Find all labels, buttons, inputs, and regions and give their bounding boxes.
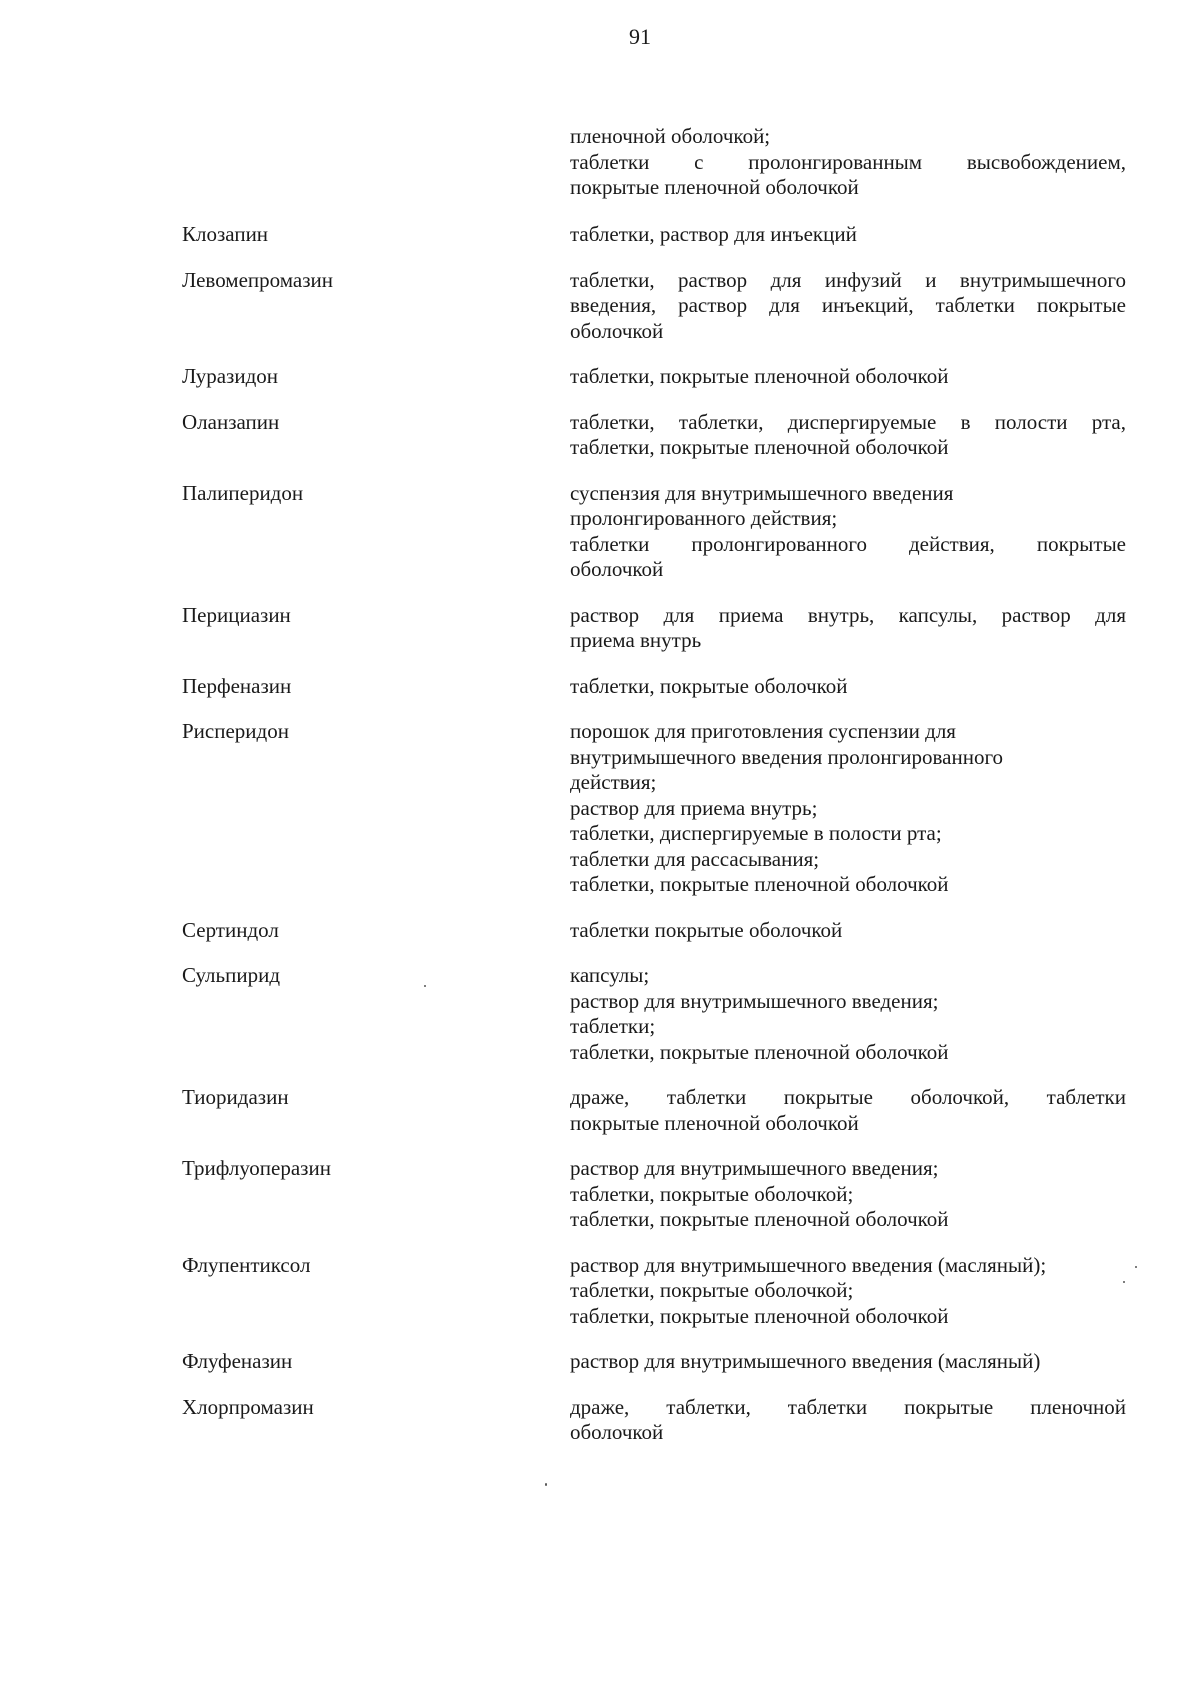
dosage-forms — [570, 364, 1126, 390]
dosage-form-line: таблетки с пролонгированным высвобождением, — [570, 149, 1126, 174]
dosage-form-line: таблетки, покрытые пленочной оболочкой — [570, 1039, 949, 1064]
drug-entry — [0, 1349, 1200, 1375]
dosage-form-line: раствор для приема внутрь; — [570, 795, 818, 820]
dosage-form-line: раствор для внутримышечного введения; — [570, 1156, 939, 1180]
page-number: 91 — [629, 24, 651, 49]
dosage-form-line: таблетки покрытые оболочкой — [570, 917, 843, 942]
dosage-forms — [570, 1349, 1126, 1375]
dosage-forms — [570, 222, 1126, 248]
dosage-form-line: раствор для внутримышечного введения; — [570, 988, 939, 1013]
drug-name: Трифлуоперазин — [182, 1156, 331, 1180]
dosage-form-line: покрытые пленочной оболочкой — [570, 1110, 859, 1135]
dosage-forms — [570, 268, 1126, 345]
dosage-form-line: порошок для приготовления суспензии для — [570, 719, 956, 743]
dosage-form-line: внутримышечного введения пролонгированного — [570, 744, 1004, 769]
drug-name: Хлорпромазин — [182, 1394, 314, 1419]
dosage-form-line: суспензия для внутримышечного введения — [570, 480, 954, 505]
dosage-form-line: таблетки, раствор для инъекций — [570, 222, 857, 246]
drug-name: Сертиндол — [182, 917, 279, 942]
drug-entry — [0, 364, 1200, 390]
dosage-form-line: приема внутрь — [570, 628, 702, 652]
drug-name: Перициазин — [182, 602, 291, 627]
dosage-form-line: таблетки, таблетки, диспергируемые в полости рта, — [570, 409, 1126, 434]
drug-name: Палиперидон — [182, 480, 304, 505]
scan-speck — [1135, 1266, 1137, 1268]
dosage-forms — [570, 1085, 1126, 1136]
dosage-forms — [570, 918, 1126, 944]
dosage-form-line: таблетки, покрытые пленочной оболочкой — [570, 435, 949, 459]
dosage-form-line: таблетки; — [570, 1014, 656, 1038]
scan-speck — [424, 985, 426, 987]
dosage-form-line: таблетки пролонгированного действия, покрытые — [570, 531, 1126, 556]
dosage-form-line: таблетки, диспергируемые в полости рта; — [570, 821, 942, 845]
dosage-form-line: раствор для приема внутрь, капсулы, раствор для — [570, 602, 1126, 627]
dosage-forms — [570, 1395, 1126, 1446]
dosage-forms — [570, 674, 1126, 700]
drug-entry — [0, 1156, 1200, 1233]
drug-entry — [0, 1395, 1200, 1446]
continued-dosage-forms — [570, 124, 1126, 201]
dosage-form-line: драже, таблетки, таблетки покрытые пленочной — [570, 1394, 1126, 1419]
drug-name: Луразидон — [182, 364, 278, 388]
drug-entry — [0, 1085, 1200, 1136]
dosage-form-line: покрытые пленочной оболочкой — [570, 175, 859, 199]
dosage-form-line: таблетки, покрытые пленочной оболочкой — [570, 1303, 949, 1328]
drug-entry — [0, 410, 1200, 461]
scan-speck — [545, 1483, 547, 1486]
dosage-form-line: раствор для внутримышечного введения (масляный) — [570, 1349, 1041, 1373]
drug-name: Оланзапин — [182, 409, 280, 434]
dosage-form-line: таблетки для рассасывания; — [570, 846, 820, 871]
dosage-form-line: оболочкой — [570, 1420, 664, 1444]
dosage-form-line: пленочной оболочкой; — [570, 124, 771, 148]
dosage-form-line: раствор для внутримышечного введения (масляный); — [570, 1252, 1047, 1277]
drug-entry — [0, 918, 1200, 944]
dosage-form-line: таблетки, покрытые пленочной оболочкой — [570, 1207, 949, 1231]
drug-entry — [0, 603, 1200, 654]
dosage-forms — [570, 963, 1126, 1065]
dosage-form-line: таблетки, покрытые оболочкой; — [570, 1181, 854, 1206]
dosage-form-line: капсулы; — [570, 963, 650, 987]
dosage-form-line: таблетки, покрытые оболочкой; — [570, 1278, 854, 1302]
drug-entry — [0, 1253, 1200, 1330]
dosage-forms — [570, 1253, 1126, 1330]
drug-name: Флуфеназин — [182, 1349, 293, 1373]
drug-name: Левомепромазин — [182, 267, 333, 292]
drug-entry — [0, 268, 1200, 345]
drug-entry — [0, 963, 1200, 1065]
dosage-form-line: таблетки, раствор для инфузий и внутримышечного — [570, 267, 1126, 292]
dosage-form-line: оболочкой — [570, 318, 664, 343]
dosage-forms — [570, 410, 1126, 461]
drug-entry — [0, 481, 1200, 583]
dosage-form-line: действия; — [570, 770, 657, 794]
drug-name: Клозапин — [182, 222, 269, 246]
dosage-form-line: пролонгированного действия; — [570, 506, 838, 530]
drug-entry — [0, 222, 1200, 248]
dosage-form-line: таблетки, покрытые пленочной оболочкой — [570, 872, 949, 896]
dosage-form-line: введения, раствор для инъекций, таблетки покрытые — [570, 293, 1126, 317]
drug-entry — [0, 719, 1200, 898]
drug-name: Рисперидон — [182, 719, 289, 743]
drug-entry — [0, 674, 1200, 700]
dosage-forms — [570, 603, 1126, 654]
dosage-forms — [570, 1156, 1126, 1233]
scan-speck — [1123, 1281, 1125, 1283]
dosage-form-line: таблетки, покрытые пленочной оболочкой — [570, 364, 949, 388]
dosage-forms — [570, 481, 1126, 583]
dosage-form-line: драже, таблетки покрытые оболочкой, таблетки — [570, 1085, 1126, 1109]
drug-list — [0, 222, 1200, 1466]
drug-name: Сульпирид — [182, 963, 281, 987]
dosage-form-line: оболочкой — [570, 557, 664, 581]
drug-name: Перфеназин — [182, 673, 292, 698]
dosage-form-line: таблетки, покрытые оболочкой — [570, 673, 848, 698]
drug-name: Тиоридазин — [182, 1085, 289, 1109]
drug-name: Флупентиксол — [182, 1252, 311, 1277]
dosage-forms — [570, 719, 1126, 898]
